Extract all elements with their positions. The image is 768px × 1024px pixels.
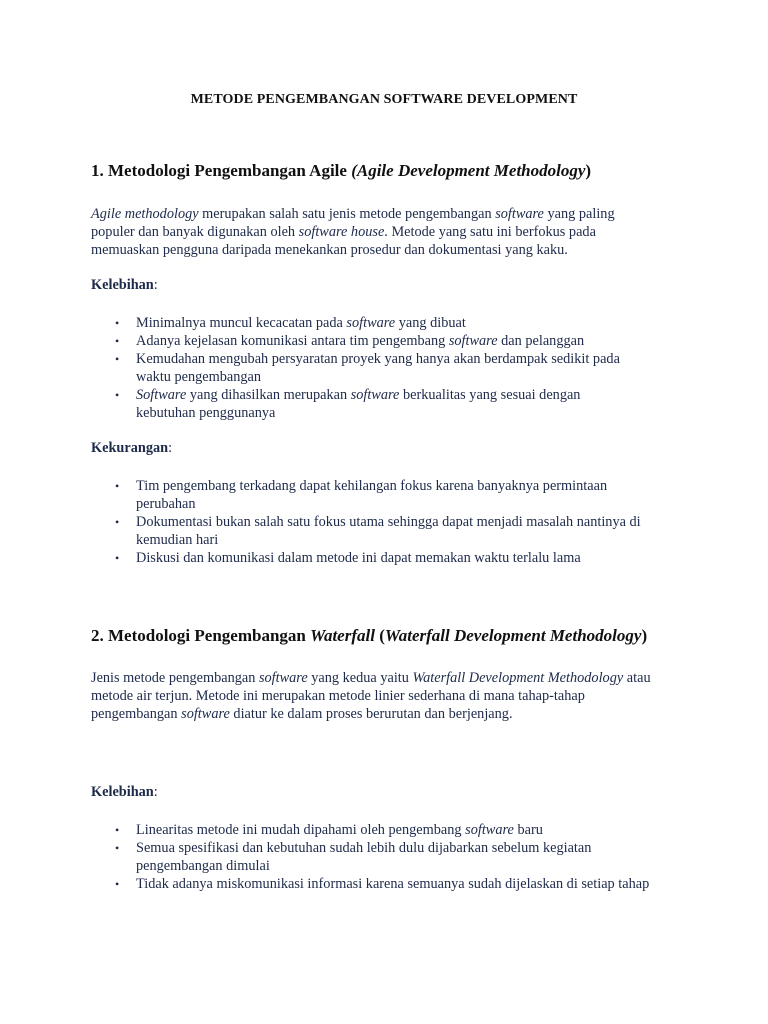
- section-1-kekurangan-label: [91, 440, 172, 457]
- intro-term: software: [181, 706, 230, 722]
- label-colon: :: [153, 784, 158, 800]
- label-text: Kelebihan: [91, 784, 154, 800]
- intro-text: atau metode air terjun. Metode ini merupakan metode linier sederhana di mana tahap-tahap pengembangan: [91, 670, 651, 722]
- intro-text: diatur ke dalam proses berurutan dan berjenjang.: [229, 706, 513, 722]
- section-2-heading-italic: Waterfall: [310, 626, 375, 645]
- intro-term: software house: [298, 224, 385, 240]
- item-term: software: [448, 333, 498, 349]
- item-term: Software: [136, 387, 187, 403]
- section-1-kelebihan-list: [91, 314, 681, 422]
- bullet-icon: •: [115, 877, 120, 891]
- item-text: Tim pengembang terkadang dapat kehilangan fokus karena banyaknya permintaan perubahan: [136, 478, 608, 512]
- intro-term: Agile methodology: [91, 206, 199, 222]
- section-1-kelebihan-label: [91, 277, 158, 294]
- section-2-heading-text: 2. Metodologi Pengembangan: [91, 626, 311, 645]
- bullet-icon: •: [115, 823, 120, 837]
- bullet-icon: •: [115, 352, 120, 366]
- label-text: Kekurangan: [91, 440, 169, 456]
- item-text: baru: [513, 822, 543, 838]
- item-text: Minimalnya muncul kecacatan pada: [136, 315, 347, 331]
- item-term: software: [346, 315, 396, 331]
- intro-text: yang paling populer dan banyak digunakan oleh: [91, 206, 615, 240]
- section-1-intro: [91, 205, 656, 259]
- list-item: [91, 332, 681, 350]
- item-text: yang dihasilkan merupakan: [186, 387, 351, 403]
- bullet-icon: •: [115, 551, 120, 565]
- list-item: [91, 513, 681, 549]
- intro-text: . Metode yang satu ini berfokus pada memuaskan pengguna daripada menekankan prosedur dan dokumentasi yang kaku.: [91, 224, 596, 258]
- section-1-heading: [91, 161, 591, 181]
- intro-text: merupakan salah satu jenis metode pengembangan: [198, 206, 496, 222]
- intro-term: software: [258, 670, 308, 686]
- section-2-intro: [91, 669, 656, 723]
- item-text: dan pelanggan: [497, 333, 585, 349]
- label-colon: :: [153, 277, 158, 293]
- section-1-kekurangan-list: [91, 477, 681, 567]
- section-2-heading: [91, 626, 647, 646]
- document-title: METODE PENGEMBANGAN SOFTWARE DEVELOPMENT: [190, 92, 578, 107]
- bullet-icon: •: [115, 841, 120, 855]
- label-text: Kelebihan: [91, 277, 154, 293]
- list-item: [91, 314, 681, 332]
- section-1-heading-italic: (Agile Development Methodology: [351, 161, 586, 180]
- bullet-icon: •: [115, 515, 120, 529]
- bullet-icon: •: [115, 479, 120, 493]
- item-text: Diskusi dan komunikasi dalam metode ini dapat memakan waktu terlalu lama: [136, 550, 581, 566]
- list-item: [91, 549, 681, 567]
- intro-term: software: [495, 206, 544, 222]
- label-colon: :: [168, 440, 173, 456]
- list-item: [91, 477, 681, 513]
- bullet-icon: •: [115, 388, 120, 402]
- item-term: software: [465, 822, 514, 838]
- list-item: [91, 386, 681, 422]
- item-text: yang dibuat: [395, 315, 466, 331]
- item-text: Adanya kejelasan komunikasi antara tim pengembang: [136, 333, 449, 349]
- bullet-icon: •: [115, 334, 120, 348]
- item-text: Tidak adanya miskomunikasi informasi karena semuanya sudah dijelaskan di setiap tahap: [136, 876, 650, 892]
- section-2-heading-italic: Waterfall Development Methodology: [384, 626, 642, 645]
- section-2-kelebihan-list: [91, 821, 691, 893]
- item-text: Kemudahan mengubah persyaratan proyek yang hanya akan berdampak sedikit pada waktu pengembangan: [136, 351, 620, 385]
- list-item: [91, 821, 691, 839]
- section-2-kelebihan-label: [91, 784, 158, 801]
- section-2-heading-close: ): [641, 626, 648, 645]
- item-text: Semua spesifikasi dan kebutuhan sudah lebih dulu dijabarkan sebelum kegiatan pengembangan dimulai: [136, 840, 592, 874]
- item-text: Dokumentasi bukan salah satu fokus utama sehingga dapat menjadi masalah nantinya di kemudian hari: [136, 514, 641, 548]
- list-item: [91, 839, 691, 875]
- list-item: [91, 875, 691, 893]
- section-1-heading-close: ): [585, 161, 592, 180]
- section-1-heading-text: 1. Metodologi Pengembangan Agile: [91, 161, 352, 180]
- intro-text: Jenis metode pengembangan: [91, 670, 259, 686]
- intro-term: Waterfall Development Methodology: [412, 670, 624, 686]
- item-term: software: [350, 387, 400, 403]
- bullet-icon: •: [115, 316, 120, 330]
- item-text: berkualitas yang sesuai dengan kebutuhan penggunanya: [136, 387, 581, 421]
- section-2-heading-open: (: [374, 626, 385, 645]
- intro-text: yang kedua yaitu: [307, 670, 413, 686]
- item-text: Linearitas metode ini mudah dipahami oleh pengembang: [136, 822, 466, 838]
- list-item: [91, 350, 681, 386]
